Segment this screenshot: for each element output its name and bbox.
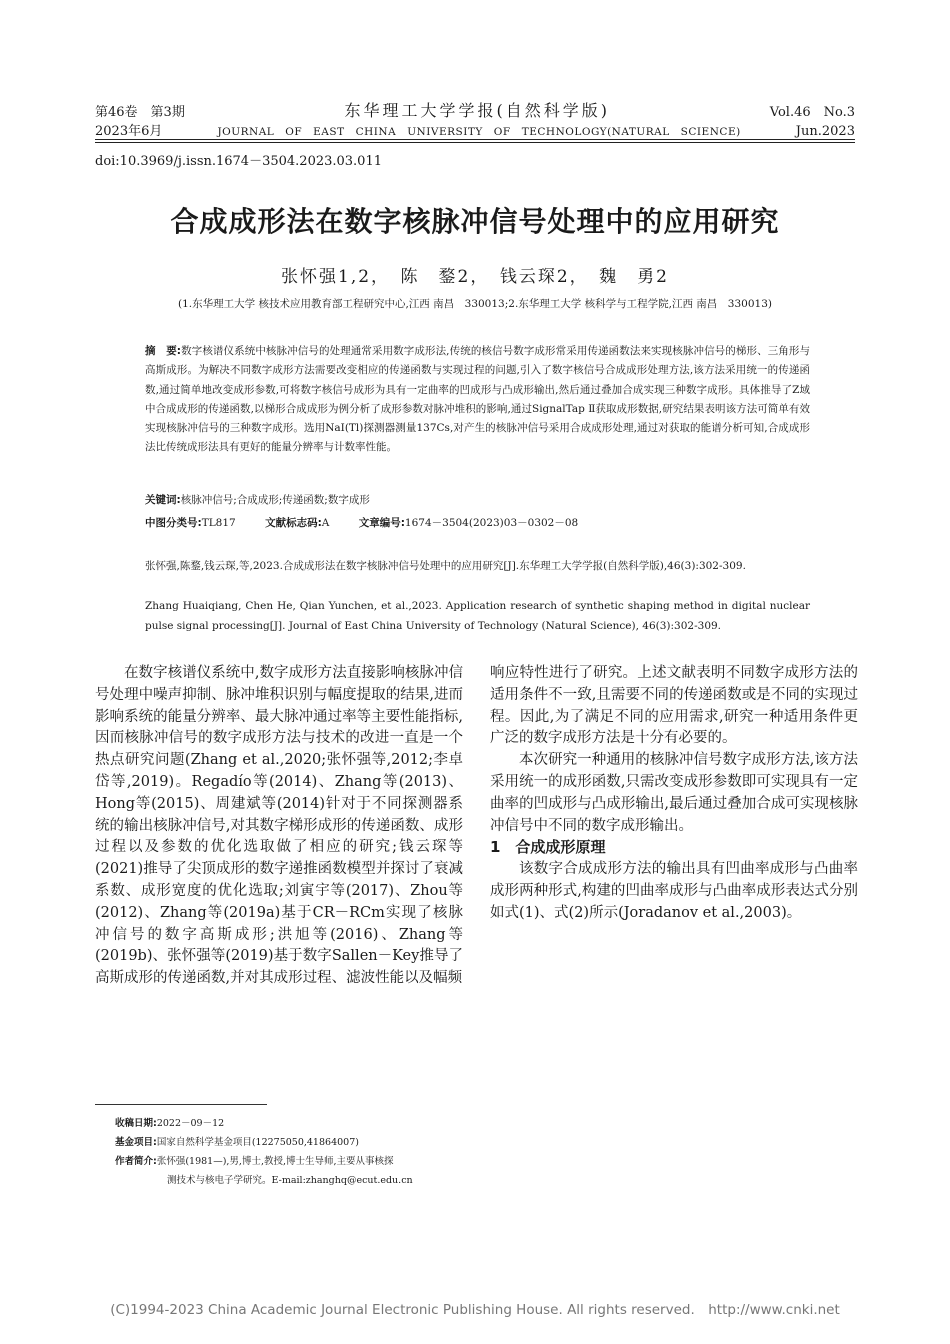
keywords-text: 核脉冲信号;合成成形;传递函数;数字成形 [180, 494, 370, 506]
classification-row [145, 515, 604, 530]
volume-issue-en: Vol.46 No.3 [769, 105, 855, 120]
footnote-author-cont: 测技术与核电子学研究。E-mail:zhanghq@ecut.edu.cn [167, 1175, 413, 1186]
date-cn: 2023年6月 [95, 124, 163, 139]
footnote-author: 作者简介:张怀强(1981—),男,博士,教授,博士生导师,主要从事核探 [115, 1156, 394, 1167]
abstract-label: 摘 要: [145, 345, 182, 357]
abstract-text: 数字核谱仪系统中核脉冲信号的处理通常采用数字成形法,传统的核信号数字成形常采用传递函数法来实现核脉冲信号的梯形、三角形与高斯成形。为解决不同数字成形方法需要改变相应的传递函数与实现过程的问题,引入了数字核信号合成成形处理方法,该方法采用统一的传递函数,通过简单地改变成形参数,可将数字核信号成形为具有一定曲率的凹成形与凸成形输出,然后通过叠加合成实现三种数字成形。具体推导了Z域中合成成形的传递函数,以梯形合成成形为例分析了成形参数对脉冲堆积的影响,通过SignalTap Ⅱ获取成形数据,研究结果表明该方法可简单有效实现核脉冲信号的三种数字成形。选用NaI(Tl)探测器测量137Cs,对产生的核脉冲信号采用合成成形处理,通过对获取的能谱分析可知,合成成形法比传统成形法具有更好的能量分辨率与计数率性能。 [145, 345, 810, 454]
section-1-heading: 1 合成成形原理 [490, 838, 606, 857]
body-left-column [95, 663, 463, 990]
article-number: 1674－3504(2023)03－0302－08 [404, 517, 579, 529]
clc-code: TL817 [201, 517, 236, 529]
citation-en: Zhang Huaiqiang, Chen He, Qian Yunchen, et al.,2023. Application research of synthetic shaping method in digital nuclear pulse signal processing[J]. Journal of East China University of Technology (Natural Science), 46(3):302-309. [145, 600, 810, 632]
clc-label: 中图分类号: [145, 517, 202, 529]
intro-paragraph-3: 本次研究一种通用的核脉冲信号数字成形方法,该方法采用统一的成形函数,只需改变成形参数即可实现具有一定曲率的凹成形与凸成形输出,最后通过叠加合成可实现核脉冲信号中不同的数字成形输出。 [490, 752, 858, 834]
header-rule [95, 139, 855, 140]
volume-issue-cn: 第46卷 第3期 [95, 105, 185, 120]
journal-name-en: JOURNAL OF EAST CHINA UNIVERSITY OF TECHNOLOGY(NATURAL SCIENCE) [217, 126, 741, 138]
running-header-top [95, 98, 855, 121]
footnote-received: 收稿日期:2022－09－12 [115, 1118, 225, 1129]
date-en: Jun.2023 [795, 124, 855, 139]
copyright-line: (C)1994-2023 China Academic Journal Electronic Publishing House. All rights reserved. http://www.cnki.net [110, 1302, 840, 1318]
footnote-fund: 基金项目:国家自然科学基金项目(12275050,41864007) [115, 1137, 359, 1148]
paper-title: 合成成形法在数字核脉冲信号处理中的应用研究 [170, 205, 780, 238]
intro-paragraph-2: 响应特性进行了研究。上述文献表明不同数字成形方法的适用条件不一致,且需要不同的传递函数或是不同的实现过程。因此,为了满足不同的应用需求,研究一种适用条件更广泛的数字成形方法是十分有必要的。 [490, 665, 858, 747]
doc-code: A [321, 517, 330, 529]
abstract [145, 342, 810, 458]
header-rule-second [95, 142, 855, 143]
section-1-paragraph: 该数字合成成形方法的输出具有凹曲率成形与凸曲率成形两种形式,构建的凹曲率成形与凸曲率成形表达式分别如式(1)、式(2)所示(Joradanov et al.,2003)。 [490, 861, 858, 921]
affiliation: (1.东华理工大学 核技术应用教育部工程研究中心,江西 南昌 330013;2.东华理工大学 核科学与工程学院,江西 南昌 330013) [178, 298, 772, 310]
intro-paragraph-1: 在数字核谱仪系统中,数字成形方法直接影响核脉冲信号处理中噪声抑制、脉冲堆积识别与幅度提取的结果,进而影响系统的能量分辨率、最大脉冲通过率等主要性能指标,因而核脉冲信号的数字成形方法与技术的改进一直是一个热点研究问题(Zhang et al.,2020;张怀强等,2012;李卓岱等,2019)。Regadío等(2014)、Zhang等(2013)、Hong等(2015)、周建斌等(2014)针对于不同探测器系统的输出核脉冲信号,对其数字梯形成形的传递函数、成形过程以及参数的优化选取做了相应的研究;钱云琛等(2021)推导了尖顶成形的数字递推函数模型并探讨了衰减系数、成形宽度的优化选取;刘寅宇等(2017)、Zhou等(2012)、Zhang等(2019a)基于CR－RCm实现了核脉冲信号的数字高斯成形;洪旭等(2016)、Zhang等(2019b)、张怀强等(2019)基于数字Sallen－Key推导了高斯成形的传递函数,并对其成形过程、滤波性能以及幅频 [95, 665, 463, 987]
keywords-label: 关键词: [145, 494, 181, 506]
doc-code-label: 文献标志码: [265, 517, 322, 529]
author-list: 张怀强1,2， 陈 鍪2， 钱云琛2， 魏 勇2 [281, 267, 669, 287]
running-header-bottom [95, 120, 855, 139]
body-right-column [490, 663, 858, 925]
citation-cn: 张怀强,陈鍪,钱云琛,等,2023.合成成形法在数字核脉冲信号处理中的应用研究[J].东华理工大学学报(自然科学版),46(3):302-309. [145, 560, 746, 572]
footnote-rule [95, 1104, 267, 1105]
keywords [145, 492, 370, 507]
footnotes [115, 1114, 475, 1190]
article-number-label: 文章编号: [358, 517, 405, 529]
doi: doi:10.3969/j.issn.1674－3504.2023.03.011 [95, 154, 382, 169]
journal-name-cn: 东华理工大学学报(自然科学版) [344, 101, 611, 120]
